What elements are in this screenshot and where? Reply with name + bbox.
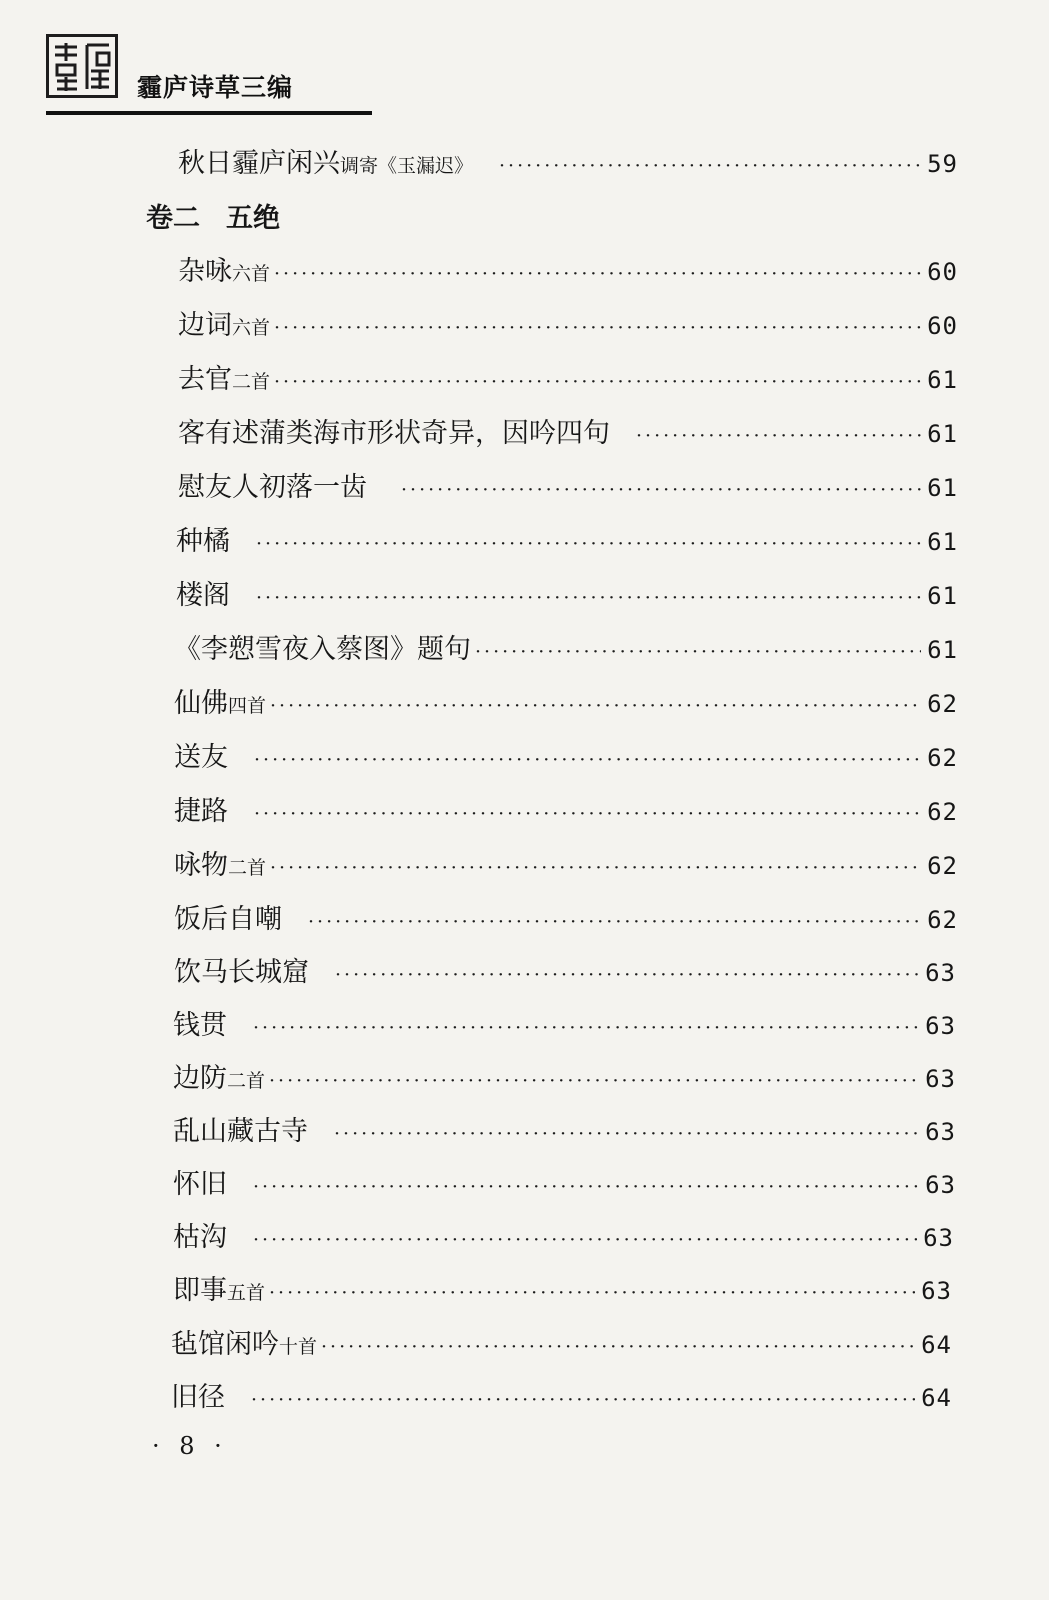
entry-page: 62 — [927, 852, 958, 880]
entry-page: 63 — [925, 959, 956, 987]
leader-dots — [308, 902, 921, 942]
entry-page: 60 — [927, 258, 958, 286]
entry-page: 62 — [927, 906, 958, 934]
leader-dots — [636, 416, 921, 456]
entry-note: 六首 — [232, 263, 271, 285]
toc-entry — [171, 1325, 952, 1365]
toc-entry — [174, 684, 958, 724]
entry-page: 59 — [927, 150, 958, 178]
entry-title: 秋日霾庐闲兴 — [178, 148, 340, 179]
leader-dots — [321, 1327, 915, 1367]
entry-title: 即事 — [173, 1275, 227, 1306]
leader-dots — [253, 1008, 919, 1048]
entry-page: 63 — [925, 1171, 956, 1199]
entry-page: 61 — [927, 528, 958, 556]
entry-page: 64 — [921, 1331, 952, 1359]
entry-title: 边防 — [173, 1063, 227, 1094]
entry-page: 61 — [927, 582, 958, 610]
toc-entry — [174, 630, 958, 670]
leader-dots — [253, 1220, 917, 1260]
entry-note: 二首 — [228, 857, 267, 879]
entry-note: 调寄《玉漏迟》 — [340, 155, 474, 177]
entry-note: 二首 — [227, 1070, 266, 1092]
entry-title: 捷路 — [174, 796, 228, 827]
leader-dots — [475, 632, 921, 672]
entry-title: 怀旧 — [173, 1169, 227, 1200]
leader-dots — [335, 955, 919, 995]
entry-title: 楼阁 — [176, 580, 230, 611]
entry-page: 63 — [921, 1277, 952, 1305]
toc-entry — [174, 792, 958, 832]
entry-title: 毡馆闲吟 — [171, 1329, 279, 1360]
entry-title: 饮马长城窟 — [174, 957, 309, 988]
toc-entry — [178, 252, 958, 292]
leader-dots — [274, 308, 921, 348]
entry-page: 63 — [925, 1065, 956, 1093]
toc-entry — [178, 306, 958, 346]
leader-dots — [270, 686, 921, 726]
leader-dots — [269, 1273, 915, 1313]
entry-title: 边词 — [178, 310, 232, 341]
toc-entry — [173, 1006, 956, 1046]
entry-page: 64 — [921, 1384, 952, 1412]
entry-page: 61 — [927, 636, 958, 664]
leader-dots — [254, 794, 921, 834]
entry-page: 62 — [927, 690, 958, 718]
leader-dots — [270, 848, 921, 888]
entry-page: 63 — [925, 1012, 956, 1040]
leader-dots — [274, 362, 921, 402]
entry-title: 饭后自嘲 — [174, 904, 282, 935]
entry-title: 旧径 — [171, 1382, 225, 1413]
entry-page: 62 — [927, 798, 958, 826]
page-number: · 8 · — [152, 1432, 228, 1460]
entry-page: 62 — [927, 744, 958, 772]
entry-title: 仙佛 — [174, 688, 228, 719]
toc-entry — [173, 1112, 956, 1152]
toc-entry — [176, 522, 958, 562]
entry-title: 乱山藏古寺 — [173, 1116, 308, 1147]
entry-page: 61 — [927, 420, 958, 448]
leader-dots — [256, 578, 921, 618]
section-heading — [146, 196, 280, 235]
toc-entry — [171, 1378, 952, 1418]
toc-entry — [178, 360, 958, 400]
toc-entry — [174, 900, 958, 940]
entry-title: 种橘 — [176, 526, 230, 557]
toc-entry — [174, 953, 956, 993]
entry-title: 杂咏 — [178, 256, 232, 287]
entry-page: 63 — [923, 1224, 954, 1252]
leader-dots — [269, 1061, 919, 1101]
toc-entry — [178, 468, 958, 508]
entry-page: 61 — [927, 366, 958, 394]
entry-note: 四首 — [228, 695, 267, 717]
toc-entry — [174, 846, 958, 886]
toc-entry — [173, 1218, 954, 1258]
entry-note: 十首 — [279, 1336, 318, 1358]
entry-title: 枯沟 — [173, 1222, 227, 1253]
leader-dots — [401, 470, 921, 510]
toc-entry — [173, 1271, 952, 1311]
entry-title: 慰友人初落一齿 — [178, 472, 367, 503]
section-genre: 五绝 — [226, 203, 280, 234]
leader-dots — [254, 740, 921, 780]
leader-dots — [256, 524, 921, 564]
leader-dots — [251, 1380, 915, 1420]
book-title: 霾庐诗草三编 — [137, 73, 294, 102]
entry-page: 63 — [925, 1118, 956, 1146]
entry-note: 五首 — [227, 1282, 266, 1304]
section-volume: 卷二 — [146, 203, 200, 234]
entry-note: 二首 — [232, 371, 271, 393]
entry-title: 送友 — [174, 742, 228, 773]
entry-title: 去官 — [178, 364, 232, 395]
toc-entry — [176, 576, 958, 616]
toc-entry — [173, 1165, 956, 1205]
toc-entry — [173, 1059, 956, 1099]
entry-page: 61 — [927, 474, 958, 502]
entry-note: 六首 — [232, 317, 271, 339]
leader-dots — [499, 146, 921, 186]
toc-entry — [178, 414, 958, 454]
entry-title: 《李愬雪夜入蔡图》题句 — [174, 634, 471, 665]
leader-dots — [274, 254, 921, 294]
toc-entry-prev — [178, 144, 958, 184]
entry-page: 60 — [927, 312, 958, 340]
leader-dots — [253, 1167, 919, 1207]
entry-title: 客有述蒲类海市形状奇异，因吟四句 — [178, 418, 610, 449]
entry-title: 咏物 — [174, 850, 228, 881]
toc-entry — [174, 738, 958, 778]
leader-dots — [334, 1114, 919, 1154]
entry-title: 钱贯 — [173, 1010, 227, 1041]
